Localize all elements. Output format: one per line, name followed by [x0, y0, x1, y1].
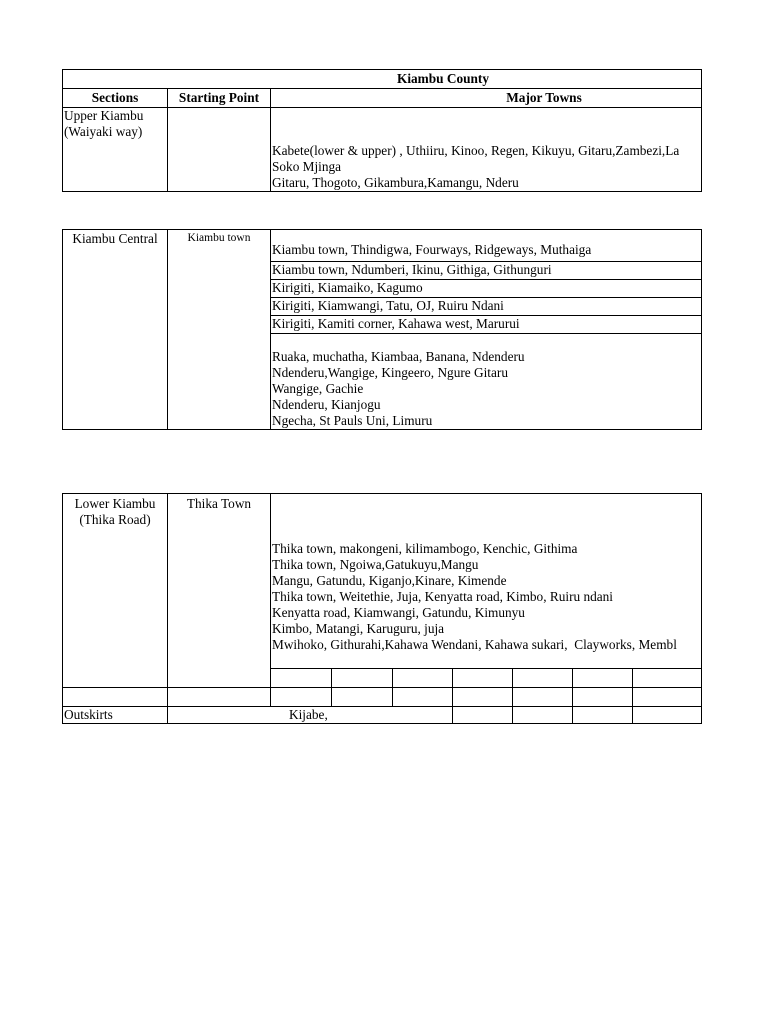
upper-section-cell[interactable] — [62, 107, 168, 192]
central-route-cell[interactable] — [270, 297, 702, 316]
grid-cell[interactable] — [392, 668, 453, 688]
grid-cell[interactable] — [572, 687, 633, 707]
grid-cell[interactable] — [452, 687, 513, 707]
grid-cell[interactable] — [512, 706, 573, 724]
grid-cell[interactable] — [331, 668, 393, 688]
central-route: Kiambu town, Ndumberi, Ikinu, Githiga, Githunguri — [272, 262, 552, 277]
upper-section-label: Upper Kiambu (Waiyaki way) — [64, 108, 144, 139]
grid-cell[interactable] — [392, 687, 453, 707]
grid-cell[interactable] — [632, 668, 702, 688]
upper-towns: Kabete(lower & upper) , Uthiiru, Kinoo, Regen, Kikuyu, Gitaru,Zambezi,La Soko Mjinga Gitaru, Thogoto, Gikambura,Kamangu, Nderu — [272, 143, 680, 190]
outskirts-label-cell[interactable] — [62, 706, 168, 724]
central-start-label: Kiambu town — [187, 232, 251, 244]
upper-start-cell[interactable] — [167, 107, 271, 192]
upper-towns-cell[interactable] — [270, 107, 702, 192]
lower-section-label: Lower Kiambu (Thika Road) — [74, 496, 156, 527]
grid-cell[interactable] — [331, 687, 393, 707]
title-cell[interactable] — [62, 69, 702, 89]
grid-cell[interactable] — [512, 687, 573, 707]
grid-cell[interactable] — [452, 706, 513, 724]
header-starting-point[interactable] — [167, 88, 271, 108]
outskirts-label: Outskirts — [64, 707, 113, 722]
county-title: Kiambu County — [397, 71, 489, 86]
lower-towns-cell[interactable] — [270, 493, 702, 669]
header-sections[interactable] — [62, 88, 168, 108]
grid-cell[interactable] — [270, 687, 332, 707]
central-route: Kiambu town, Thindigwa, Fourways, Ridgeways, Muthaiga — [272, 242, 592, 257]
central-route-cell[interactable] — [270, 315, 702, 334]
lower-start-label: Thika Town — [186, 496, 252, 511]
grid-cell[interactable] — [512, 668, 573, 688]
central-start-cell[interactable] — [167, 229, 271, 430]
header-major-towns[interactable] — [270, 88, 702, 108]
grid-cell[interactable] — [572, 706, 633, 724]
central-more-cell[interactable] — [270, 333, 702, 430]
empty-cell[interactable] — [62, 687, 168, 707]
grid-cell[interactable] — [572, 668, 633, 688]
central-section-cell[interactable] — [62, 229, 168, 430]
central-route: Kirigiti, Kiamwangi, Tatu, OJ, Ruiru Ndani — [272, 298, 504, 313]
lower-section-cell[interactable] — [62, 493, 168, 688]
central-section-label: Kiambu Central — [72, 231, 158, 246]
central-route-cell[interactable] — [270, 279, 702, 298]
outskirts-towns: Kijabe, — [289, 707, 328, 722]
header-major-towns-label: Major Towns — [506, 90, 582, 105]
central-more-routes: Ruaka, muchatha, Kiambaa, Banana, Ndenderu Ndenderu,Wangige, Kingeero, Ngure Gitaru Wangige, Gachie Ndenderu, Kianjogu Ngecha, St Pauls Uni, Limuru — [272, 349, 525, 428]
central-route-cell[interactable] — [270, 229, 702, 262]
lower-start-cell[interactable] — [167, 493, 271, 688]
central-route: Kirigiti, Kiamaiko, Kagumo — [272, 280, 423, 295]
header-sections-label: Sections — [91, 90, 139, 105]
central-route-cell[interactable] — [270, 261, 702, 280]
grid-cell[interactable] — [452, 668, 513, 688]
grid-cell[interactable] — [632, 687, 702, 707]
grid-cell[interactable] — [270, 668, 332, 688]
lower-towns: Thika town, makongeni, kilimambogo, Kenchic, Githima Thika town, Ngoiwa,Gatukuyu,Mangu Mangu, Gatundu, Kiganjo,Kinare, Kimende Thika town, Weitethie, Juja, Kenyatta road, Kimbo, Ruiru ndani Kenyatta road, Kiamwangi, Gatundu, Kimunyu Kimbo, Matangi, Karuguru, juja Mwihoko, Githurahi,Kahawa Wendani, Kahawa sukari, Clayworks, Membl — [272, 541, 677, 652]
empty-cell[interactable] — [167, 687, 271, 707]
header-starting-point-label: Starting Point — [178, 90, 260, 105]
outskirts-towns-cell[interactable] — [167, 706, 453, 724]
grid-cell[interactable] — [632, 706, 702, 724]
central-route: Kirigiti, Kamiti corner, Kahawa west, Marurui — [272, 316, 520, 331]
